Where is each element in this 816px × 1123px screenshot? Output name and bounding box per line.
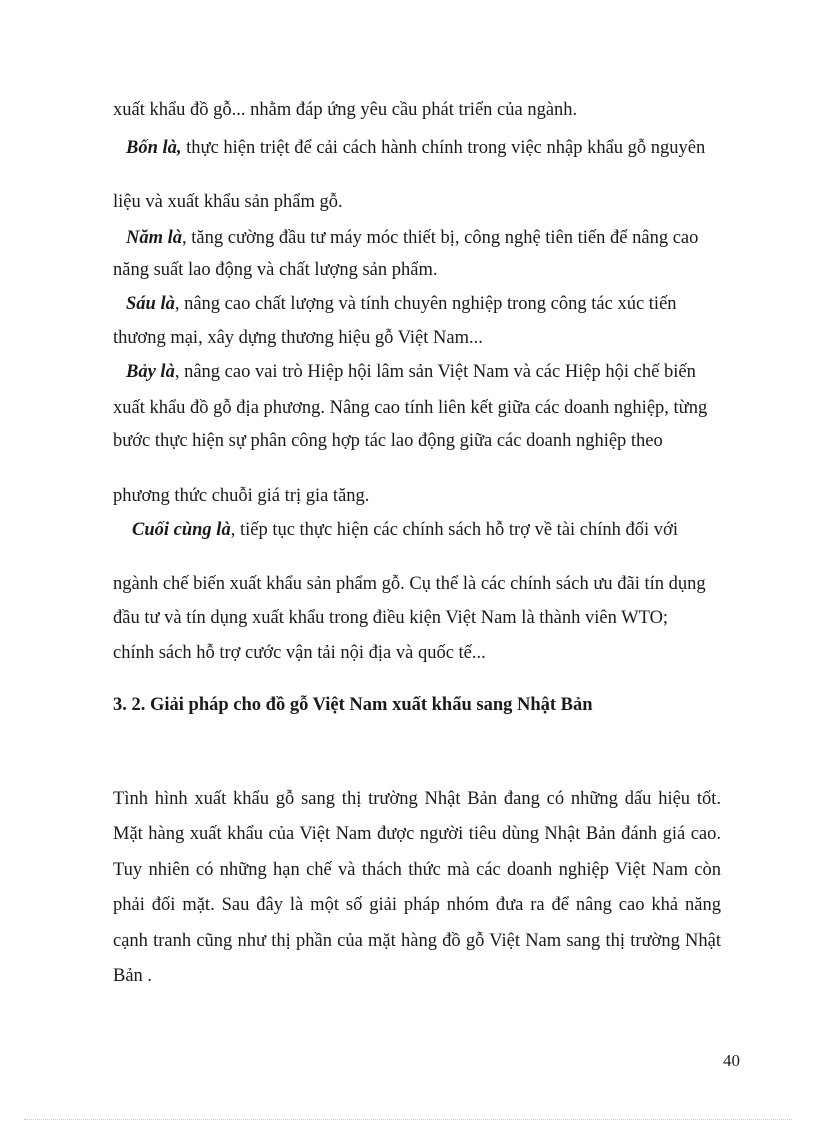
paragraph-line: liệu và xuất khẩu sản phẩm gỗ. bbox=[113, 192, 343, 212]
item-lead: Cuối cùng là bbox=[132, 520, 231, 540]
paragraph-line: xuất khẩu đồ gỗ... nhằm đáp ứng yêu cầu phát triển của ngành. bbox=[113, 100, 578, 120]
paragraph-line: ngành chế biến xuất khẩu sản phẩm gỗ. Cụ thể là các chính sách ưu đãi tín dụng bbox=[113, 574, 706, 594]
item-text: , nâng cao chất lượng và tính chuyên nghiệp trong công tác xúc tiến bbox=[174, 294, 677, 314]
item-lead: Bảy là bbox=[126, 362, 175, 382]
item-text: , tiếp tục thực hiện các chính sách hỗ trợ về tài chính đối với bbox=[230, 520, 678, 540]
paragraph-line: xuất khẩu đồ gỗ địa phương. Nâng cao tính liên kết giữa các doanh nghiệp, từng bbox=[113, 398, 708, 418]
footer-divider bbox=[24, 1119, 792, 1120]
paragraph-line: đầu tư và tín dụng xuất khẩu trong điều kiện Việt Nam là thành viên WTO; bbox=[113, 608, 669, 628]
item-lead: Sáu là bbox=[126, 294, 175, 314]
item-text: , tăng cường đầu tư máy móc thiết bị, công nghệ tiên tiến để nâng cao bbox=[182, 228, 699, 248]
paragraph-line: thương mại, xây dựng thương hiệu gỗ Việt Nam... bbox=[113, 328, 483, 348]
list-item-fifth bbox=[126, 226, 698, 250]
list-item-seventh bbox=[126, 360, 696, 384]
list-item-sixth bbox=[126, 292, 677, 316]
list-item-last bbox=[132, 518, 678, 542]
page-number: 40 bbox=[723, 1051, 740, 1070]
paragraph-line: năng suất lao động và chất lượng sản phẩm. bbox=[113, 260, 438, 280]
section-paragraph: Tình hình xuất khẩu gỗ sang thị trường Nhật Bản đang có những dấu hiệu tốt. Mặt hàng xuất khẩu của Việt Nam được người tiêu dùng Nhật Bản đánh giá cao. Tuy nhiên có những hạn chế và thách thức mà các doanh nghiệp Việt Nam còn phải đối mặt. Sau đây là một số giải pháp nhóm đưa ra để nâng cao khả năng cạnh tranh cũng như thị phần của mặt hàng đồ gỗ Việt Nam sang thị trường Nhật Bản . bbox=[113, 789, 721, 987]
paragraph-line: chính sách hỗ trợ cước vận tải nội địa và quốc tế... bbox=[113, 643, 486, 663]
paragraph-line: phương thức chuỗi giá trị gia tăng. bbox=[113, 486, 370, 506]
item-text: thực hiện triệt để cải cách hành chính trong việc nhập khẩu gỗ nguyên bbox=[181, 138, 706, 158]
item-text: , nâng cao vai trò Hiệp hội lâm sản Việt Nam và các Hiệp hội chế biến bbox=[174, 362, 696, 382]
item-lead: Năm là bbox=[126, 228, 183, 248]
paragraph-line: bước thực hiện sự phân công hợp tác lao động giữa các doanh nghiệp theo bbox=[113, 431, 663, 451]
section-heading: 3. 2. Giải pháp cho đồ gỗ Việt Nam xuất khẩu sang Nhật Bản bbox=[113, 695, 593, 715]
item-lead: Bốn là, bbox=[126, 138, 182, 158]
list-item-fourth bbox=[126, 136, 705, 160]
